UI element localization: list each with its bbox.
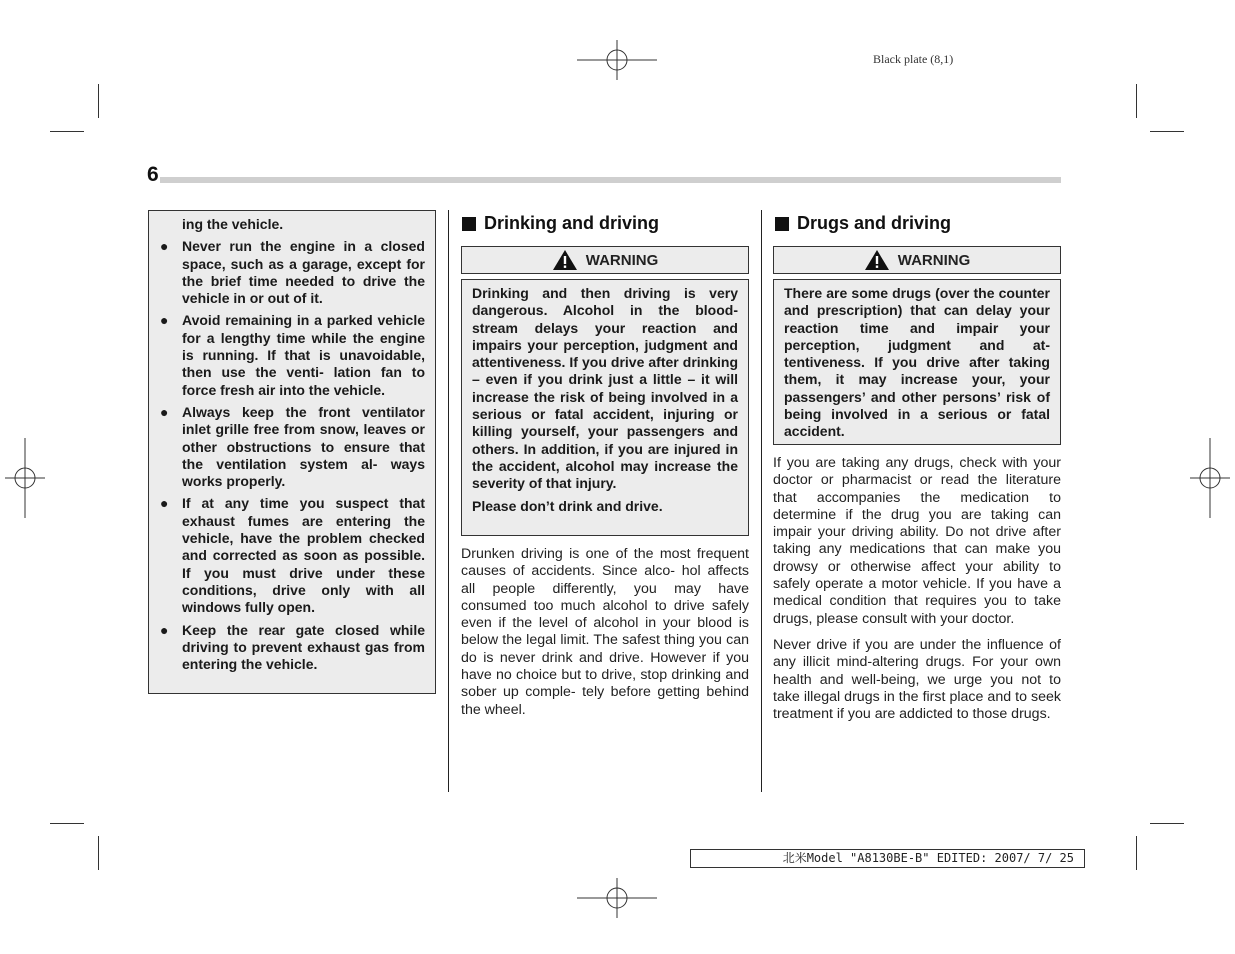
column-divider: [448, 210, 449, 792]
warning-triangle-icon: [552, 249, 578, 271]
warning-triangle-icon: [864, 249, 890, 271]
warning-text: There are some drugs (over the counter and prescription) that can delay your reaction time and impair your perception, judgment and at- tentiveness. If you drive after taking them, it may increase your, your passengers’ and other persons’ risk of being involved in a serious or fatal accident.: [784, 285, 1050, 440]
list-item: ● Always keep the front ventilator inlet grille free from snow, leaves or other obstructions to ensure that the ventilation system al- ways works properly.: [160, 403, 425, 490]
caution-box-continued: [148, 210, 436, 694]
registration-mark-bottom: [577, 878, 657, 918]
warning-text: Drinking and then driving is very dangerous. Alcohol in the blood- stream delays your reaction and impairs your perception, judgment and attentiveness. If you drive after drinking – even if you drink just a little – it will increase the risk of being involved in a serious or fatal accident, injuring or killing yourself, your passengers and others. In addition, if you are injured in the accident, alcohol may increase the severity of that injury.: [472, 285, 738, 492]
plate-label: Black plate (8,1): [873, 52, 954, 66]
section-heading-drugs: Drugs and driving: [775, 213, 951, 234]
registration-mark-right: [1190, 438, 1230, 518]
registration-mark-top: [577, 40, 657, 80]
bullet-icon: ●: [160, 621, 169, 638]
list-item: ● If at any time you suspect that exhaust fumes are entering the vehicle, have the problem checked and corrected as soon as possible. If you must drive under these conditions, drive only with all windows fully open.: [160, 495, 425, 616]
crop-mark: [50, 823, 84, 824]
crop-mark: [50, 131, 84, 132]
crop-mark: [98, 84, 99, 118]
crop-mark: [98, 836, 99, 870]
list-item: ● Keep the rear gate closed while driving to prevent exhaust gas from entering the vehicle.: [160, 621, 425, 673]
square-bullet-icon: [462, 217, 476, 231]
warning-box-drinking: [461, 279, 749, 536]
crop-mark: [1136, 84, 1137, 118]
bullet-icon: ●: [160, 495, 169, 512]
drinking-body-text: Drunken driving is one of the most frequent causes of accidents. Since alco- hol affects all people differently, you may have consumed too much alcohol to drive safely even if the level of alcohol in your blood is below the legal limit. The safest thing you can do is never drink and drive. However if you have no choice but to drive, stop drinking and sober up comple- tely before getting behind the wheel.: [461, 546, 749, 718]
drugs-body-text: If you are taking any drugs, check with your doctor or pharmacist or read the literature that accompanies the medication to determine if the drug you are taking can impair your driving ability. Do not drive after taking any medications that can make you drowsy or otherwise affect your ability to safely operate a motor vehicle. If you have a medical condition that requires you to take drugs, please consult with your doctor. Never drive if you are under the influence of any illicit mind-altering drugs. For your own health and well-being, we urge you not to take illegal drugs in the first place and to seek treatment if you are addicted to those drugs.: [773, 455, 1061, 723]
crop-mark: [1136, 836, 1137, 870]
bullet-list: [160, 238, 425, 673]
page-number: 6: [147, 163, 159, 186]
bullet-icon: ●: [160, 238, 169, 255]
bullet-icon: ●: [160, 312, 169, 329]
list-item: ● Never run the engine in a closed space, such as a garage, except for the brief time needed to drive the vehicle in or out of it.: [160, 238, 425, 307]
list-item: ● Avoid remaining in a parked vehicle for a lengthy time while the engine is running. If that is unavoidable, then use the venti- lation fan to force fresh air into the vehicle.: [160, 312, 425, 398]
header-rule: [160, 177, 1061, 183]
warning-header: WARNING: [773, 246, 1061, 274]
crop-mark: [1150, 131, 1184, 132]
warning-closing: Please don’t drink and drive.: [472, 497, 663, 514]
crop-mark: [1150, 823, 1184, 824]
bullet-icon: ●: [160, 403, 169, 420]
edition-footer: 北米Model "A8130BE-B" EDITED: 2007/ 7/ 25: [690, 849, 1085, 868]
section-heading-drinking: Drinking and driving: [462, 213, 659, 234]
square-bullet-icon: [775, 217, 789, 231]
warning-header: WARNING: [461, 246, 749, 274]
column-divider: [761, 210, 762, 792]
warning-box-drugs: [773, 279, 1061, 445]
continued-text: ing the vehicle.: [182, 216, 284, 232]
registration-mark-left: [5, 438, 45, 518]
